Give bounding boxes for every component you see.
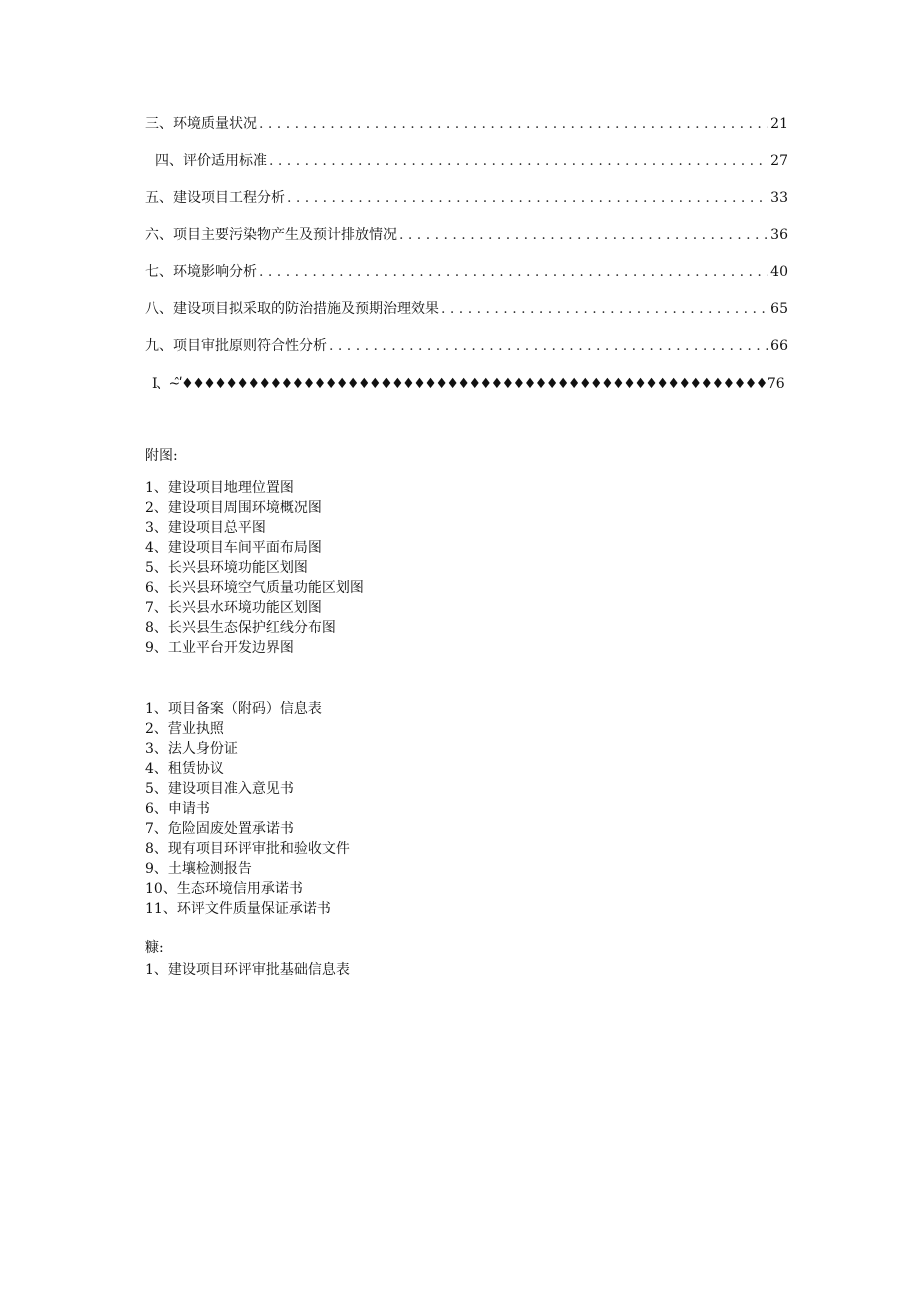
list-item: 6、申请书 [145, 801, 210, 817]
list-item: 1、建设项目环评审批基础信息表 [145, 962, 350, 978]
list-item: 9、土壤检测报告 [145, 861, 252, 877]
toc-entry-title: 四、评价适用标准 [155, 153, 267, 169]
attachments-list [145, 699, 350, 919]
list-item: 3、建设项目总平图 [145, 520, 266, 536]
toc-entry-page: 40 [770, 264, 788, 280]
list-item: 7、危险固废处置承诺书 [145, 821, 294, 837]
toc-dot-leader [269, 151, 768, 171]
toc-dot-leader [259, 114, 768, 134]
toc-entry[interactable] [145, 114, 788, 151]
toc-entry-title: 五、建设项目工程分析 [145, 190, 285, 206]
toc-entry[interactable] [145, 336, 788, 373]
list-item: 9、工业平台开发边界图 [145, 640, 294, 656]
list-item: 2、建设项目周围环境概况图 [145, 500, 322, 516]
list-item: 11、环评文件质量保证承诺书 [145, 901, 331, 917]
list-item: 6、长兴县环境空气质量功能区划图 [145, 580, 364, 596]
toc-entry[interactable] [145, 299, 788, 336]
toc-dot-leader [329, 336, 768, 356]
toc-entry-page: 27 [770, 153, 788, 169]
toc-entry-page: 66 [770, 338, 788, 354]
list-item: 8、长兴县生态保护红线分布图 [145, 620, 336, 636]
toc-dot-leader [399, 225, 768, 245]
list-item: 2、营业执照 [145, 721, 224, 737]
list-item: 5、长兴县环境功能区划图 [145, 560, 308, 576]
list-item: 1、建设项目地理位置图 [145, 480, 294, 496]
toc-entry-garbled[interactable] [152, 374, 785, 394]
toc-entry-title: 三、环境质量状况 [145, 116, 257, 132]
list-item: 8、现有项目环评审批和验收文件 [145, 841, 350, 857]
toc-entry[interactable] [145, 225, 788, 262]
toc-entry[interactable] [145, 188, 788, 225]
table-of-contents [145, 114, 788, 373]
toc-entry[interactable] [145, 262, 788, 299]
toc-entry-title: I、~̂ʹ♦♦♦♦♦♦♦♦♦♦♦♦♦♦♦♦♦♦♦♦♦♦♦♦♦♦♦♦♦♦♦♦♦♦♦♦♦♦♦♦♦♦♦♦♦♦♦♦♦♦♦♦♦ [152, 376, 767, 392]
toc-entry-page: 36 [770, 227, 788, 243]
toc-entry-title: 七、环境影响分析 [145, 264, 257, 280]
list-item: 7、长兴县水环境功能区划图 [145, 600, 322, 616]
list-item: 3、法人身份证 [145, 741, 238, 757]
toc-entry-title: 六、项目主要污染物产生及预计排放情况 [145, 227, 397, 243]
toc-dot-leader [287, 188, 768, 208]
list-item: 4、建设项目车间平面布局图 [145, 540, 322, 556]
list-item: 10、生态环境信用承诺书 [145, 881, 303, 897]
figures-list [145, 478, 364, 658]
figures-heading: 附图: [145, 448, 178, 464]
toc-entry-title: 九、项目审批原则符合性分析 [145, 338, 327, 354]
list-item: 5、建设项目准入意见书 [145, 781, 294, 797]
list-item: 4、租赁协议 [145, 761, 224, 777]
list-item: 1、项目备案（附码）信息表 [145, 701, 322, 717]
tables-list [145, 960, 350, 980]
tables-heading: 糠: [145, 940, 164, 956]
toc-entry-page: 33 [770, 190, 788, 206]
toc-entry-page: 65 [770, 301, 788, 317]
toc-entry-title: 八、建设项目拟采取的防治措施及预期治理效果 [145, 301, 439, 317]
toc-entry[interactable] [145, 151, 788, 188]
toc-dot-leader [441, 299, 768, 319]
toc-entry-page: 76 [766, 376, 785, 392]
toc-entry-page: 21 [770, 116, 788, 132]
toc-dot-leader [259, 262, 768, 282]
